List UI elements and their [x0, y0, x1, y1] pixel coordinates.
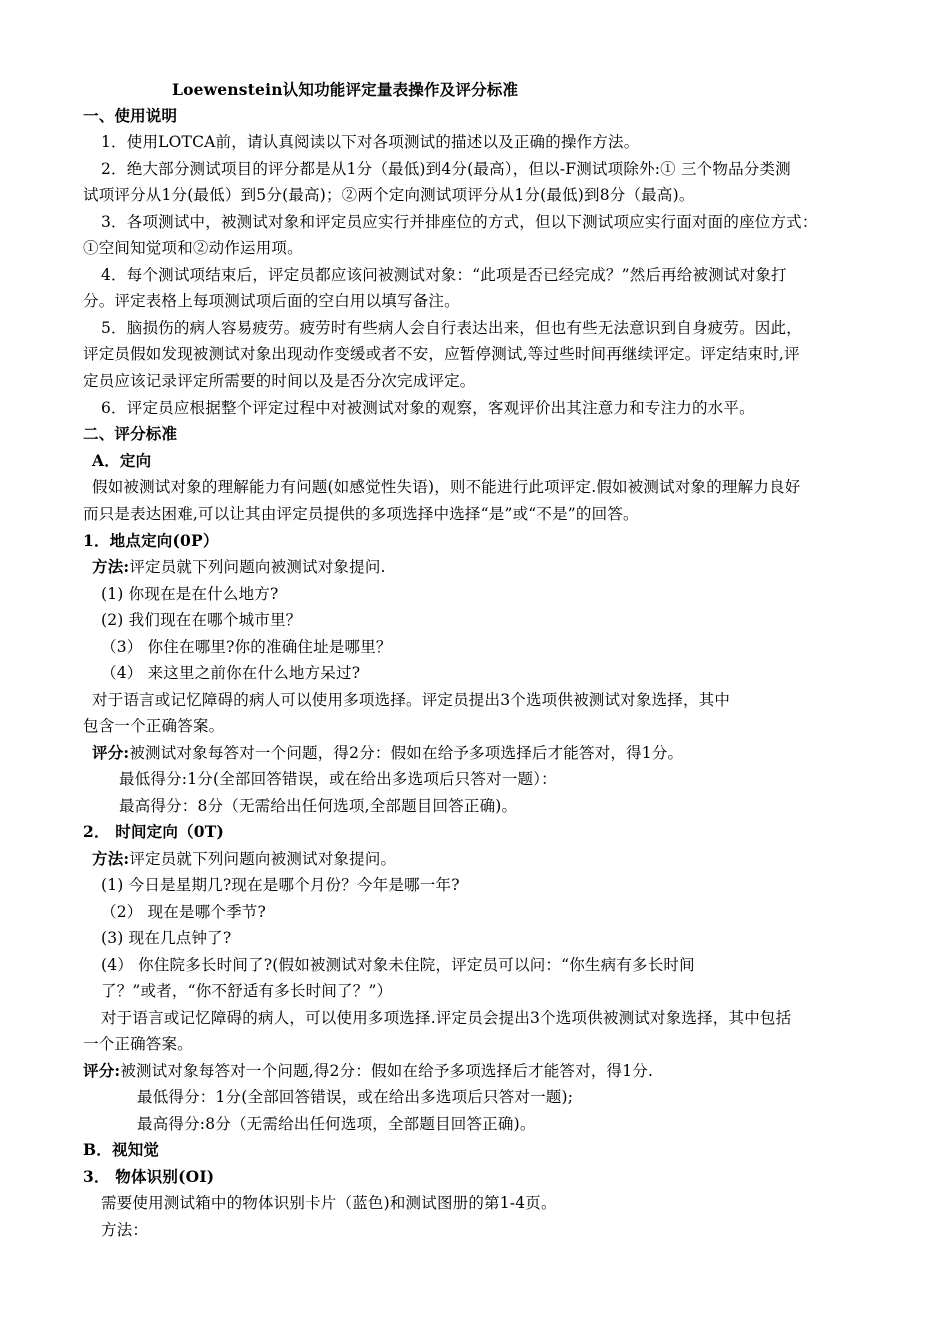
item-1-scoring [92, 742, 683, 764]
item-2-question-3: (3) 现在几点钟了? [101, 929, 232, 947]
item-2-method [92, 848, 396, 870]
item-1-note-line-2: 包含一个正确答案。 [83, 717, 225, 735]
instruction-1: 1．使用LOTCA前，请认真阅读以下对各项测试的描述以及正确的操作方法。 [101, 133, 640, 151]
instruction-2-line-1: 2．绝大部分测试项目的评分都是从1分（最低)到4分(最高），但以-F测试项除外:① 三个物品分类测 [101, 160, 791, 178]
method-text: 评定员就下列问题向被测试对象提问. [129, 558, 386, 576]
item-3-heading: 3． 物体识别(OI) [83, 1167, 215, 1186]
item-2-max-score: 最高得分:8分（无需给出任何选项，全部题目回答正确)。 [137, 1115, 536, 1133]
subsection-a-heading: A．定向 [92, 451, 152, 470]
instruction-4-line-1: 4．每个测试项结束后，评定员都应该问被测试对象：“此项是否已经完成？”然后再给被测试对象打 [101, 266, 787, 284]
orientation-intro-line-1: 假如被测试对象的理解能力有问题(如感觉性失语)，则不能进行此项评定.假如被测试对象的理解力良好 [92, 478, 801, 496]
item-1-question-2: (2) 我们现在在哪个城市里？ [101, 611, 302, 629]
item-1-question-3: （3） 你住在哪里?你的准确住址是哪里？ [101, 638, 392, 656]
item-1-method [92, 556, 386, 578]
subsection-b-heading: B．视知觉 [83, 1140, 160, 1159]
orientation-intro-line-2: 而只是表达困难,可以让其由评定员提供的多项选择中选择“是”或“不是”的回答。 [83, 505, 639, 523]
instruction-5-line-1: 5．脑损伤的病人容易疲劳。疲劳时有些病人会自行表达出来，但也有些无法意识到自身疲劳。因此， [101, 319, 802, 337]
instruction-5-line-3: 定员应该记录评定所需要的时间以及是否分次完成评定。 [83, 372, 476, 390]
item-2-question-4-line-1: (4） 你住院多长时间了?(假如被测试对象未住院，评定员可以问：“你生病有多长时间 [101, 956, 695, 974]
instruction-5-line-2: 评定员假如发现被测试对象出现动作变缓或者不安，应暂停测试,等过些时间再继续评定。评定结束时,评 [83, 345, 800, 363]
method-label: 方法: [92, 849, 130, 868]
item-2-min-score: 最低得分：1分(全部回答错误，或在给出多选项后只答对一题); [137, 1088, 574, 1106]
item-2-question-1: (1) 今日是星期几?现在是哪个月份？今年是哪一年? [101, 876, 460, 894]
instruction-2-line-2: 试项评分从1分(最低）到5分(最高)；②两个定向测试项评分从1分(最低)到8分（最高)。 [83, 186, 695, 204]
instruction-3-line-2: ①空间知觉项和②动作运用项。 [83, 239, 303, 257]
item-2-note-line-1: 对于语言或记忆障碍的病人，可以使用多项选择.评定员会提出3个选项供被测试对象选择，其中包括 [101, 1009, 792, 1027]
item-2-question-2: （2） 现在是哪个季节? [101, 903, 266, 921]
item-1-min-score: 最低得分:1分(全部回答错误，或在给出多选项后只答对一题）： [119, 770, 557, 788]
item-2-note-line-2: 一个正确答案。 [83, 1035, 193, 1053]
document-title: Loewenstein认知功能评定量表操作及评分标准 [172, 80, 519, 99]
item-1-max-score: 最高得分：8分（无需给出任何选项,全部题目回答正确)。 [119, 797, 518, 815]
method-text: 评定员就下列问题向被测试对象提问。 [129, 850, 397, 868]
item-2-question-4-line-2: 了？”或者，“你不舒适有多长时间了？”） [101, 982, 393, 1000]
item-1-question-4: （4） 来这里之前你在什么地方呆过? [101, 664, 361, 682]
score-text: 被测试对象每答对一个问题,得2分：假如在给予多项选择后才能答对，得1分. [120, 1062, 654, 1080]
item-1-question-1: (1) 你现在是在什么地方? [101, 585, 279, 603]
instruction-4-line-2: 分。评定表格上每项测试项后面的空白用以填写备注。 [83, 292, 460, 310]
item-2-heading: 2． 时间定向（0T) [83, 822, 225, 841]
instruction-3-line-1: 3．各项测试中，被测试对象和评定员应实行并排座位的方式，但以下测试项应实行面对面的座位方式： [101, 213, 818, 231]
instruction-6: 6．评定员应根据整个评定过程中对被测试对象的观察，客观评价出其注意力和专注力的水平。 [101, 399, 755, 417]
section-2-heading: 二、评分标准 [83, 424, 178, 443]
score-label: 评分: [83, 1061, 121, 1080]
item-3-text: 需要使用测试箱中的物体识别卡片（蓝色)和测试图册的第1-4页。 [101, 1194, 557, 1212]
item-2-scoring [83, 1060, 653, 1082]
section-1-heading: 一、使用说明 [83, 106, 178, 125]
score-label: 评分: [92, 743, 130, 762]
item-1-note-line-1: 对于语言或记忆障碍的病人可以使用多项选择。评定员提出3个选项供被测试对象选择，其中 [92, 691, 731, 709]
method-label: 方法: [92, 557, 130, 576]
item-3-method-label: 方法： [101, 1221, 149, 1239]
score-text: 被测试对象每答对一个问题，得2分：假如在给予多项选择后才能答对，得1分。 [129, 744, 684, 762]
item-1-heading: 1．地点定向(0P） [83, 531, 219, 550]
